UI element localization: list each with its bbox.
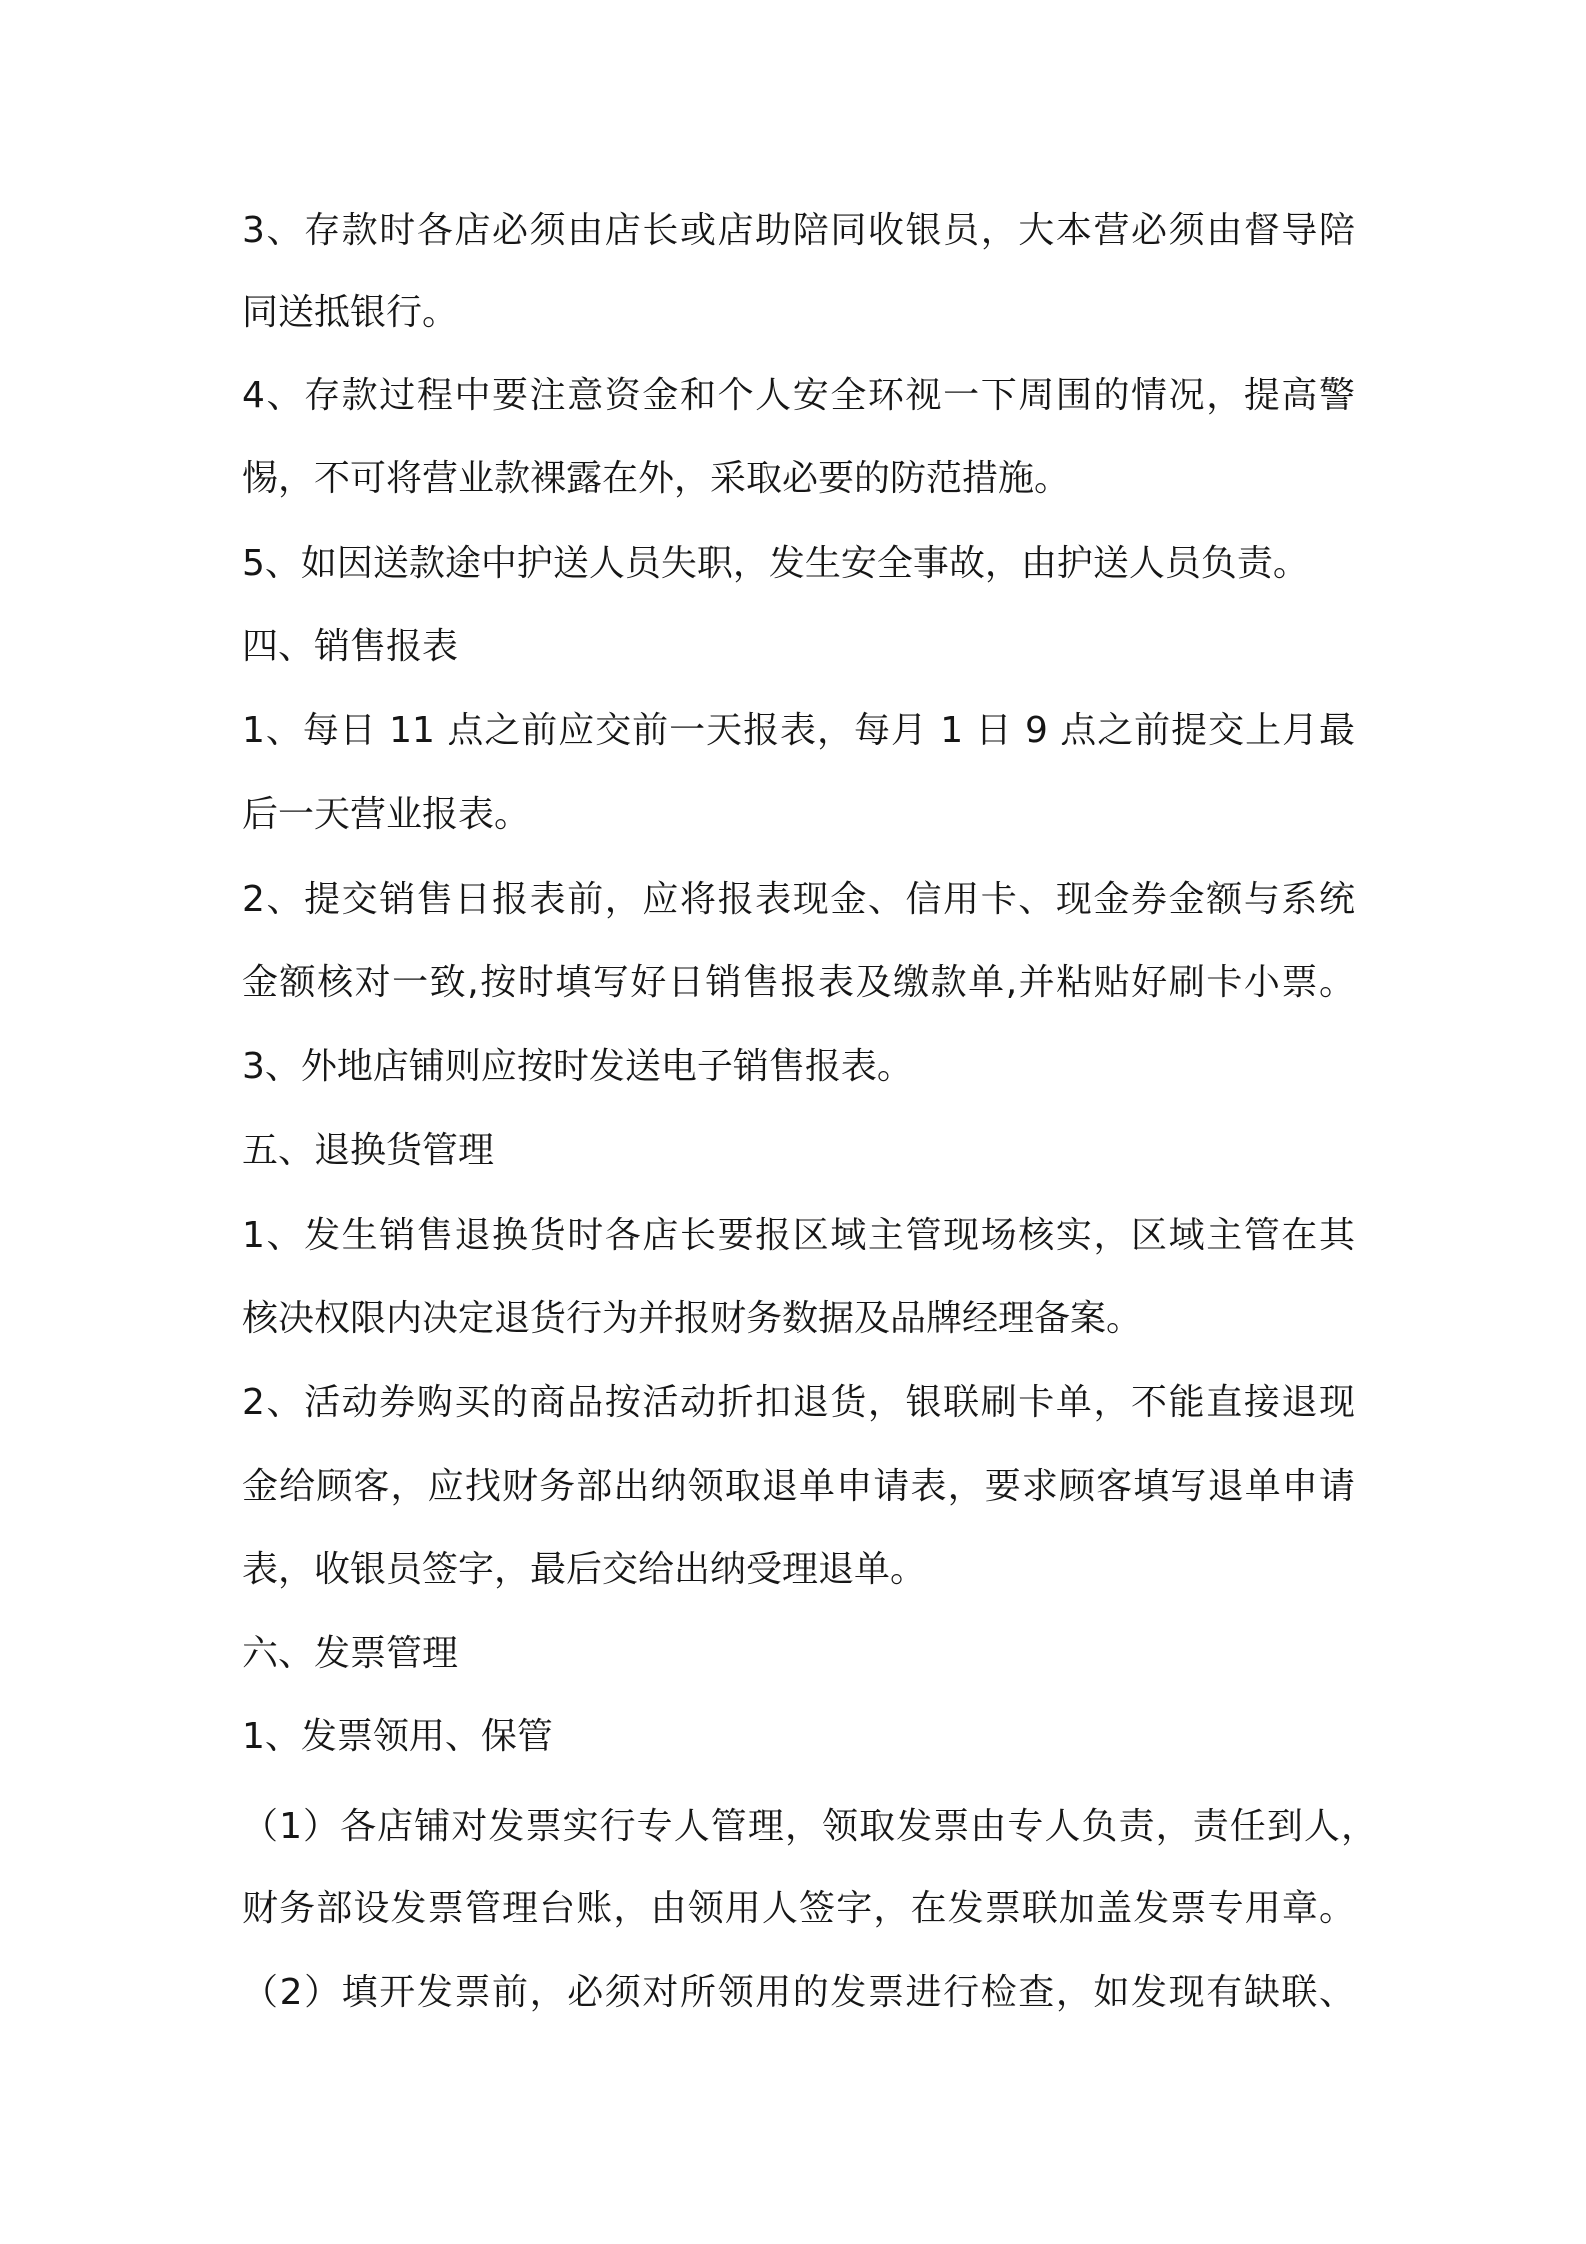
paragraph-line: 4、存款过程中要注意资金和个人安全环视一下周围的情况，提高警 [242,375,1355,416]
paragraph-line: 金额核对一致,按时填写好日销售报表及缴款单,并粘贴好刷卡小票。 [242,962,1355,1003]
paragraph-line: 核决权限内决定退货行为并报财务数据及品牌经理备案。 [242,1298,1143,1339]
section-heading: 五、退换货管理 [242,1130,495,1171]
section-heading: 四、销售报表 [242,626,459,667]
paragraph-line: 财务部设发票管理台账，由领用人签字，在发票联加盖发票专用章。 [242,1888,1355,1929]
paragraph-line: 3、存款时各店必须由店长或店助陪同收银员，大本营必须由督导陪 [242,210,1355,251]
paragraph-line: 同送抵银行。 [242,292,459,333]
paragraph-line: 3、外地店铺则应按时发送电子销售报表。 [242,1046,913,1087]
paragraph-line: 表，收银员签字，最后交给出纳受理退单。 [242,1549,927,1590]
paragraph-line: 2、活动券购买的商品按活动折扣退货，银联刷卡单，不能直接退现 [242,1382,1355,1423]
paragraph-line: 1、每日 11 点之前应交前一天报表，每月 1 日 9 点之前提交上月最 [242,710,1355,751]
paragraph-line: 2、提交销售日报表前，应将报表现金、信用卡、现金券金额与系统 [242,879,1355,920]
paragraph-line: （2）填开发票前，必须对所领用的发票进行检查，如发现有缺联、 [242,1972,1355,2013]
paragraph-line: 惕，不可将营业款裸露在外，采取必要的防范措施。 [242,458,1071,499]
paragraph-line: 后一天营业报表。 [242,794,531,835]
paragraph-line: （1）各店铺对发票实行专人管理，领取发票由专人负责，责任到人， [242,1806,1377,1847]
section-heading: 六、发票管理 [242,1633,459,1674]
subsection-heading: 1、发票领用、保管 [242,1716,553,1757]
paragraph-line: 1、发生销售退换货时各店长要报区域主管现场核实，区域主管在其 [242,1215,1355,1256]
paragraph-line: 5、如因送款途中护送人员失职，发生安全事故，由护送人员负责。 [242,543,1309,584]
paragraph-line: 金给顾客，应找财务部出纳领取退单申请表，要求顾客填写退单申请 [242,1466,1355,1507]
